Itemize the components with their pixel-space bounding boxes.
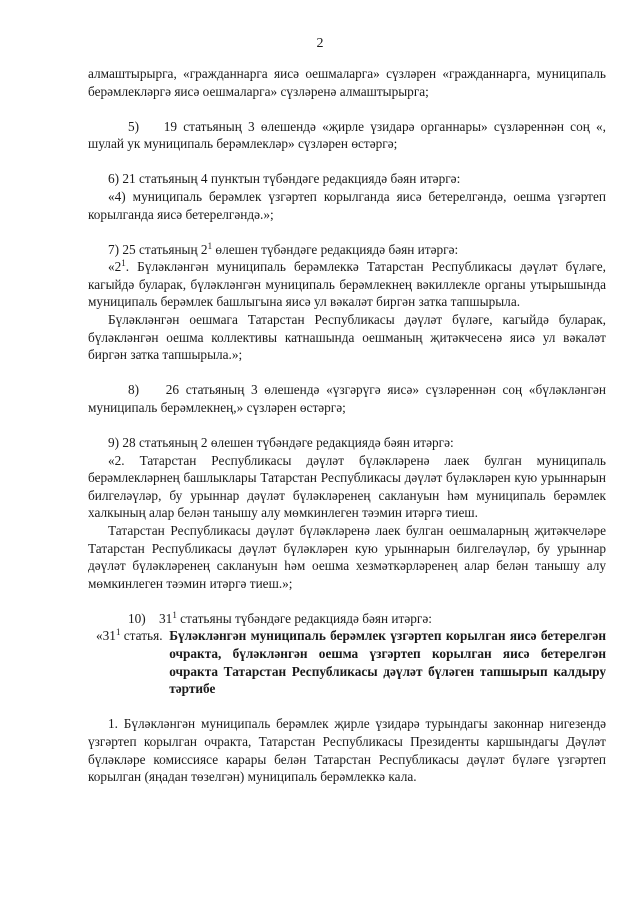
- item-number: 5): [128, 118, 140, 134]
- superscript: 1: [115, 627, 121, 638]
- spacer: [88, 100, 606, 118]
- spacer: [88, 364, 606, 382]
- article-heading: [88, 627, 606, 697]
- paragraph-item-6: 6) 21 статьяның 4 пунктын түбәндәге редакциядә бәян итәргә:: [108, 171, 461, 187]
- page-number: 2: [316, 36, 324, 51]
- item-number: 8): [128, 382, 140, 398]
- spacer: [88, 223, 606, 241]
- paragraph-article-point-1: 1. Бүләкләнгән муниципаль берәмлек җирле үзидарә турындагы законнар нигезендә үзгәртеп корылган очракта, Татарстан Республикасы Президенты каршындагы Дәүләт бүләкләре комиссиясе карары белән Татарстан Республикасы дәүләт бүләге үзгәртеп корылган (яңадан төзелгән) муниципаль берәмлеккә кала.: [88, 716, 606, 785]
- paragraph-organization-leaders: Татарстан Республикасы дәүләт бүләкләренә лаек булган оешмаларның җитәкчеләре Татарстан Республикасы дәүләт бүләкләрен кую урыннарын билгеләүләр, бу урыннар дәүләт бүләкләренең саклануын һәм оешма хезмәткәрләренең алар белән танышу алу мөмкинлеген тәэмин итәргә тиеш.»;: [88, 522, 606, 591]
- paragraph-quote-4: «4) муниципаль берәмлек үзгәртеп корылганда яисә бетерелгәндә, оешма үзгәртеп корылганда яисә бетерелгәндә.»;: [88, 188, 606, 222]
- item-text: 19 статьяның 3 өлешендә «җирле үзидарә органнары» сүзләреннән соң «, шулай ук муниципаль берәмлекләр» сүзләрен өстәргә;: [88, 118, 606, 152]
- article-number-a: «31: [96, 628, 116, 644]
- paragraph-quote-2-1: [88, 258, 606, 311]
- superscript: 1: [207, 240, 213, 251]
- spacer: [88, 698, 606, 716]
- spacer: [88, 592, 606, 610]
- paragraph-1: алмаштырырга, «гражданнарга яисә оешмаларга» сүзләрен «гражданнарга, муниципаль берәмлекләргә яисә оешмаларга» сүзләренә алмаштырырга;: [88, 66, 606, 99]
- paragraph-item-10: [88, 610, 606, 628]
- item-text-b: статьяны түбәндәге редакциядә бәян итәргә:: [176, 610, 432, 626]
- paragraph-organization-award: Бүләкләнгән оешмага Татарстан Республикасы дәүләт бүләге, кагыйдә буларак, бүләкләнгән оешма коллективы катнашында оешманың җитәкчесенә яисә ул вәкаләт биргән затка тапшырыла.»;: [88, 312, 606, 363]
- quote-text-a: «2: [108, 259, 122, 275]
- superscript: 1: [121, 258, 126, 269]
- paragraph-quote-2: «2. Татарстан Республикасы дәүләт бүләкләренә лаек булган муниципаль берәмлекләрнең башлыклары Татарстан Республикасы дәүләт бүләкләрен кую урыннарын билгеләүләр, бу урыннар дәүләт бүләкләренең саклануын һәм муниципаль берәмлек халкының алар белән танышу алу мөмкинлеген тәэмин итәргә тиеш.: [88, 452, 606, 521]
- paragraph-item-9: 9) 28 статьяның 2 өлешен түбәндәге редакциядә бәян итәргә:: [108, 435, 454, 450]
- article-number-b: статья.: [120, 628, 163, 644]
- article-number: [88, 627, 169, 645]
- article-title: Бүләкләнгән муниципаль берәмлек үзгәртеп корылган яисә бетерелгән очракта, бүләкләнгән оешма үзгәртеп корылган яисә бетерелгән очракта Татарстан Республикасы дәүләт бүләген тапшырып калдыру тәртибе: [169, 628, 606, 697]
- item-text-a: 7) 25 статьяның 2: [108, 241, 208, 257]
- item-number: 10): [128, 610, 146, 626]
- paragraph-item-7: [88, 241, 606, 259]
- spacer: [88, 153, 606, 171]
- spacer: [88, 417, 606, 435]
- superscript: 1: [172, 609, 177, 620]
- paragraph-item-5: [88, 118, 606, 153]
- paragraph-item-8: [88, 381, 606, 416]
- quote-text-b: . Бүләкләнгән муниципаль берәмлеккә Татарстан Республикасы дәүләт бүләге, кагыйдә буларак, бүләкләнгән муниципаль берәмлекнең вәкиллекле органы утырышында муниципаль берәмлек башлыгына яисә ул вәкаләт биргән затка тапшырыла.: [88, 259, 606, 310]
- item-text-b: өлешен түбәндәге редакциядә бәян итәргә:: [212, 241, 459, 257]
- item-text: 26 статьяның 3 өлешендә «үзгәрүгә яисә» сүзләреннән соң «бүләкләнгән муниципаль берәмлекнең,» сүзләрен өстәргә;: [88, 382, 606, 415]
- document-body: [88, 65, 606, 786]
- item-text-a: 31: [159, 610, 173, 626]
